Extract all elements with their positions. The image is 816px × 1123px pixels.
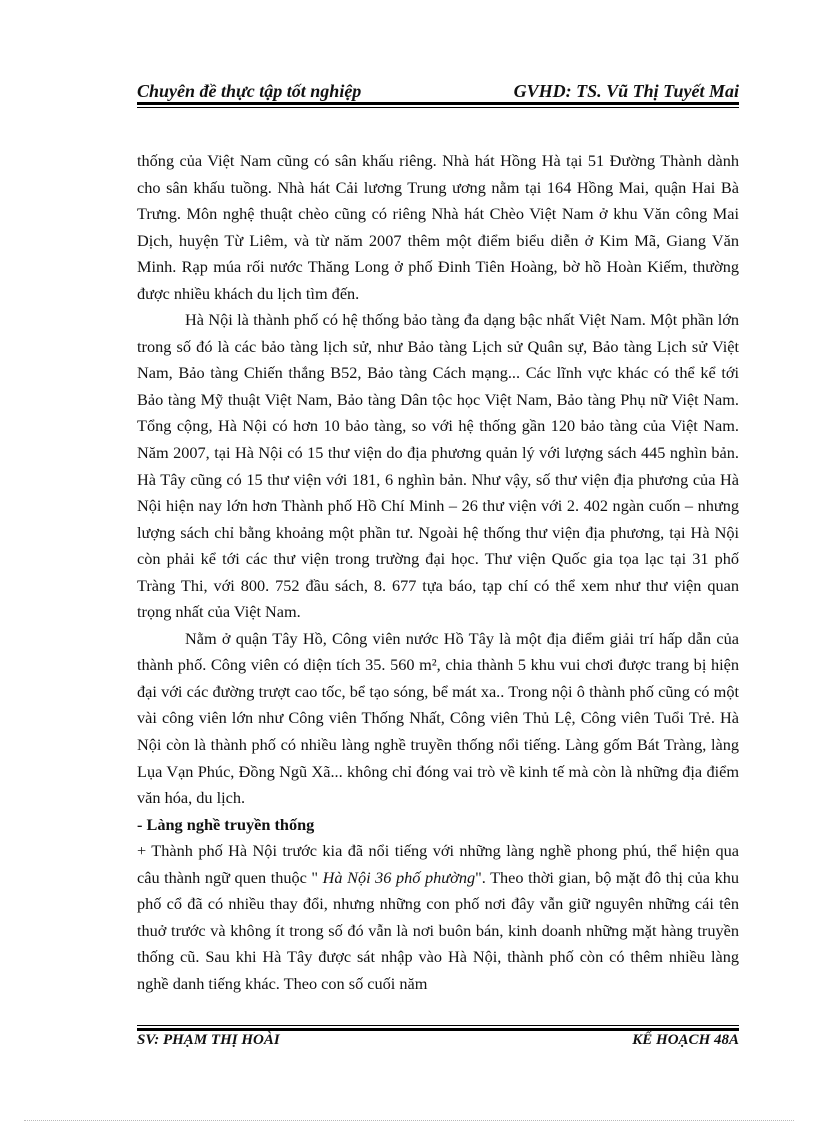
section-heading-craft-villages: - Làng nghề truyền thống <box>137 814 315 834</box>
paragraph-theaters: thống của Việt Nam cũng có sân khấu riêng. Nhà hát Hồng Hà tại 51 Đường Thành dành cho sân khấu tuồng. Nhà hát Cải lương Trung ương nằm tại 164 Hồng Mai, quận Hai Bà Trưng. Môn nghệ thuật chèo cũng có riêng Nhà hát Chèo Việt Nam ở khu Văn công Mai Dịch, huyện Từ Liêm, và từ năm 2007 thêm một điểm biểu diễn ở Kim Mã, Giang Văn Minh. Rạp múa rối nước Thăng Long ở phố Đinh Tiên Hoàng, bờ hồ Hoàn Kiếm, thường được nhiều khách du lịch tìm đến. <box>137 151 739 303</box>
page-footer <box>137 1032 739 1049</box>
paragraph-text-end: ". Theo thời gian, bộ mặt đô thị của khu phố cổ đã có nhiều thay đổi, nhưng những con phố nơi đây vẫn giữ nguyên những cái tên thuở trước và không ít trong số đó vẫn là nơi buôn bán, kinh doanh những mặt hàng truyền thống cũ. Sau khi Hà Tây được sát nhập vào Hà Nội, thành phố còn có thêm nhiều làng nghề danh tiếng khác. Theo con số cuối năm <box>137 867 740 993</box>
header-divider <box>137 102 739 108</box>
header-advisor: GVHD: TS. Vũ Thị Tuyết Mai <box>513 81 739 101</box>
footer-class-name: KẾ HOẠCH 48A <box>632 1032 739 1048</box>
paragraph-parks-villages: Nằm ở quận Tây Hồ, Công viên nước Hồ Tây là một địa điểm giải trí hấp dẫn của thành phố. Công viên có diện tích 35. 560 m², chia thành 5 khu vui chơi được trang bị hiện đại với các đường trượt cao tốc, bể tạo sóng, bể mát xa.. Trong nội ô thành phố cũng có một vài công viên lớn như Công viên Thống Nhất, Công viên Thủ Lệ, Công viên Tuổi Trẻ. Hà Nội còn là thành phố có nhiều làng nghề truyền thống nổi tiếng. Làng gốm Bát Tràng, làng Lụa Vạn Phúc, Đồng Ngũ Xã... không chỉ đóng vai trò về kinh tế mà còn là những địa điểm văn hóa, du lịch. <box>137 628 739 808</box>
footer-divider <box>137 1025 739 1031</box>
page-bottom-edge <box>24 1120 794 1121</box>
paragraph-museums-libraries: Hà Nội là thành phố có hệ thống bảo tàng đa dạng bậc nhất Việt Nam. Một phần lớn trong số đó là các bảo tàng lịch sử, như Bảo tàng Lịch sử Quân sự, Bảo tàng Lịch sử Việt Nam, Bảo tàng Chiến thắng B52, Bảo tàng Cách mạng... Các lĩnh vực khác có thể kể tới Bảo tàng Mỹ thuật Việt Nam, Bảo tàng Dân tộc học Việt Nam, Bảo tàng Phụ nữ Việt Nam. Tổng cộng, Hà Nội có hơn 10 bảo tàng, so với hệ thống gần 120 bảo tàng của Việt Nam. Năm 2007, tại Hà Nội có 15 thư viện do địa phương quản lý với lượng sách 445 nghìn bản. Hà Tây cũng có 15 thư viện với 181, 6 nghìn bản. Như vậy, số thư viện địa phương của Hà Nội hiện nay lớn hơn Thành phố Hồ Chí Minh – 26 thư viện với 2. 402 ngàn cuốn – nhưng lượng sách chỉ bằng khoảng một phần tư. Ngoài hệ thống thư viện địa phương, tại Hà Nội còn phải kể tới các thư viện trong trường đại học. Thư viện Quốc gia tọa lạc tại 31 phố Tràng Thi, với 800. 752 đầu sách, 8. 677 tựa báo, tạp chí có thể xem như thư viện quan trọng nhất của Việt Nam. <box>137 310 739 622</box>
quoted-idiom: Hà Nội 36 phố phường <box>318 867 476 887</box>
header-thesis-title: Chuyên đề thực tập tốt nghiệp <box>137 81 362 101</box>
paragraph-text-start: + Thành phố Hà Nội trước kia đã nổi tiếng với những làng nghề phong phú, thể hiện qua câu thành ngữ quen thuộc " <box>137 841 739 887</box>
document-body <box>137 148 739 998</box>
page-header <box>137 72 739 102</box>
paragraph-craft-villages <box>137 838 739 997</box>
footer-student-name: SV: PHẠM THỊ HOÀI <box>137 1032 280 1048</box>
